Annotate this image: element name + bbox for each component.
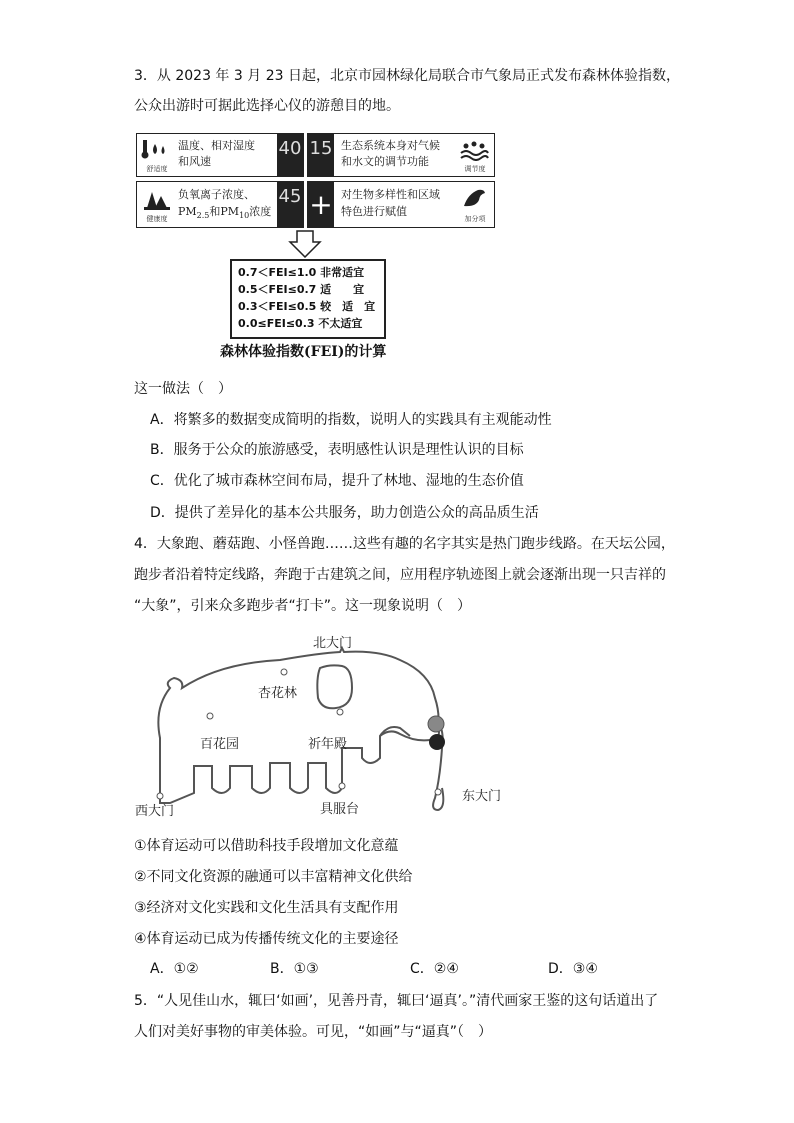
droplet-thermometer-icon: [141, 138, 171, 160]
label-west-gate: 西大门: [135, 804, 175, 819]
label-apricot-grove: 杏花林: [258, 686, 298, 701]
fei-range: 0.0≤FEI≤0.3 不太适宜: [238, 317, 363, 330]
icon-label: 舒适度: [146, 165, 168, 173]
option-d[interactable]: D．提供了差异化的基本公共服务，助力创造公众的高品质生活: [150, 505, 539, 521]
q3-stem-line1: 3．从 2023 年 3 月 23 日起，北京市园林绿化局联合市气象局正式发布森林体验指数，: [134, 68, 680, 84]
plus-sign: +: [308, 182, 334, 227]
option-b[interactable]: B．服务于公众的旅游感受，表明感性认识是理性认识的目标: [150, 442, 524, 458]
fei-ranges-box: [230, 259, 386, 339]
forest-health-icon: [143, 188, 171, 210]
fei-range: 0.7＜FEI≤1.0 非常适宜: [238, 266, 365, 279]
option-c[interactable]: C．优化了城市森林空间布局，提升了林地、湿地的生态价值: [150, 473, 524, 489]
cell-text-line2: 特色进行赋值: [341, 205, 407, 218]
cell-text-line2: 和风速: [178, 155, 211, 168]
cell-text-line1: 对生物多样性和区域: [341, 188, 440, 201]
label-baihua-garden: 百花园: [200, 737, 240, 752]
weight-number: 15: [308, 134, 334, 176]
choice-d[interactable]: D．③④: [548, 961, 598, 977]
weight-number: 40: [277, 134, 303, 176]
choice-c[interactable]: C．②④: [410, 961, 459, 977]
cell-text-line2: 和水文的调节功能: [341, 155, 429, 168]
statement-4: ④体育运动已成为传播传统文化的主要途径: [134, 931, 399, 947]
label-north-gate: 北大门: [313, 636, 353, 651]
fei-cell-regulation: [307, 133, 495, 177]
cell-text-line2: $PM_{2.5}$和$PM_{10}$浓度: [178, 205, 272, 221]
q3-question: 这一做法（ ）: [134, 381, 232, 397]
fei-cell-health: [136, 181, 304, 228]
statement-1: ①体育运动可以借助科技手段增加文化意蕴: [134, 838, 399, 854]
fei-range: 0.5＜FEI≤0.7 适 宜: [238, 283, 365, 296]
cell-text-line1: 生态系统本身对气候: [341, 139, 440, 152]
icon-label: 健康度: [146, 215, 168, 223]
q3-stem-line2: 公众出游时可据此选择心仪的游憩目的地。: [134, 98, 400, 114]
q4-stem-line3: “大象”，引来众多跑步者“打卡”。这一现象说明（ ）: [134, 598, 472, 614]
fei-cell-bonus: [307, 181, 495, 228]
statement-3: ③经济对文化实践和文化生活具有支配作用: [134, 900, 399, 916]
statement-2: ②不同文化资源的融通可以丰富精神文化供给: [134, 869, 413, 885]
cell-text-line1: 负氧离子浓度、: [178, 188, 255, 201]
regulation-icon: [458, 139, 490, 161]
q5-stem-line1: 5．“人见佳山水，辄曰‘如画’，见善丹青，辄曰‘逼真’。”清代画家王鉴的这句话道出了: [134, 993, 659, 1009]
cell-text-line1: 温度、相对湿度: [178, 139, 255, 152]
choice-b[interactable]: B．①③: [270, 961, 319, 977]
figure-caption: 森林体验指数(FEI)的计算: [220, 344, 387, 360]
choice-a[interactable]: A．①②: [150, 961, 199, 977]
down-arrow-icon: [288, 230, 322, 258]
label-jufu-platform: 具服台: [320, 802, 360, 817]
icon-label: 调节度: [464, 165, 486, 173]
icon-label: 加分项: [464, 215, 486, 223]
fei-cell-comfort: [136, 133, 304, 177]
q4-stem-line2: 跑步者沿着特定线路，奔跑于古建筑之间，应用程序轨迹图上就会逐渐出现一只吉祥的: [134, 567, 666, 583]
label-east-gate: 东大门: [462, 789, 502, 804]
bird-icon: [460, 186, 488, 210]
fei-range: 0.3＜FEI≤0.5 较 适 宜: [238, 300, 376, 313]
q4-stem-line1: 4．大象跑、蘑菇跑、小怪兽跑……这些有趣的名字其实是热门跑步线路。在天坛公园，: [134, 536, 675, 552]
weight-number: 45: [277, 182, 303, 227]
option-a[interactable]: A．将繁多的数据变成简明的指数，说明人的实践具有主观能动性: [150, 412, 552, 428]
q5-stem-line2: 人们对美好事物的审美体验。可见，“如画”与“逼真”（ ）: [134, 1024, 493, 1040]
label-qinian-hall: 祈年殿: [308, 737, 348, 752]
